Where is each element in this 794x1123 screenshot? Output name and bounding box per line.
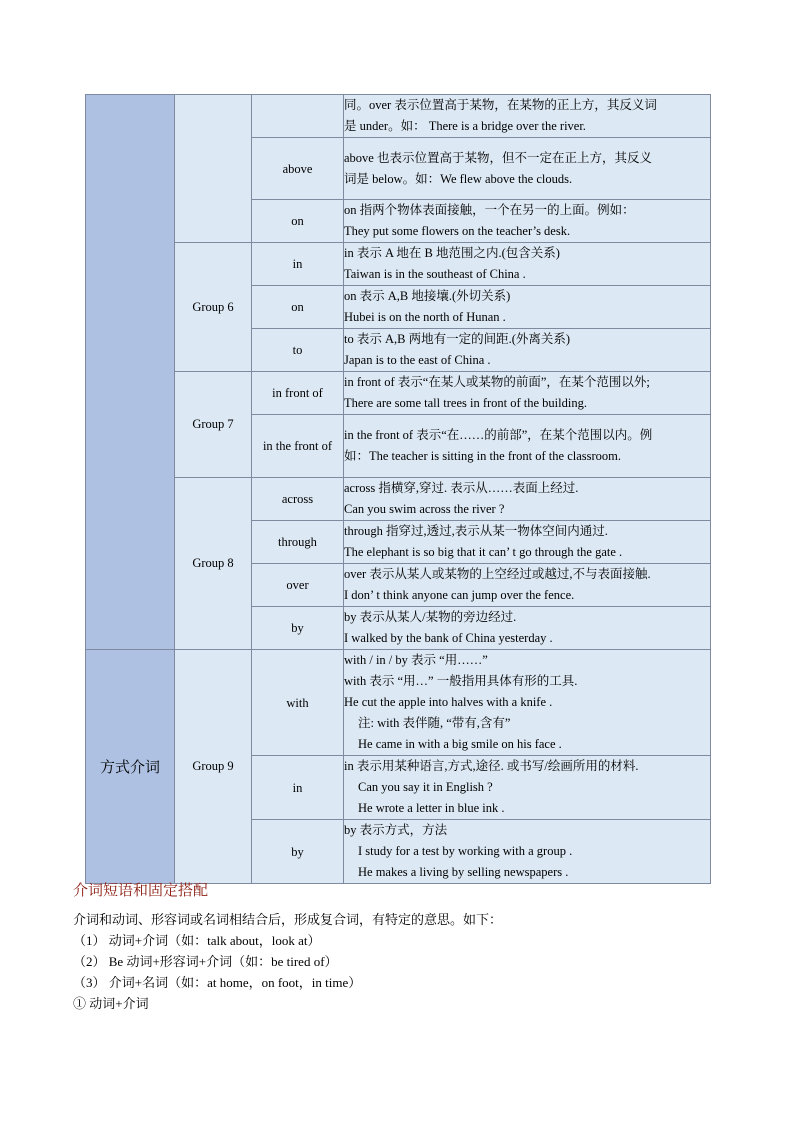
description-cell bbox=[344, 415, 711, 478]
description-line: I don’ t think anyone can jump over the fence. bbox=[344, 588, 575, 602]
description-line: in 表示 A 地在 B 地范围之内.(包含关系) bbox=[344, 246, 560, 260]
description-cell bbox=[344, 95, 711, 138]
preposition-cell: in bbox=[252, 756, 344, 820]
description-line: I study for a test by working with a group . bbox=[358, 844, 573, 858]
category-cell: 方式介词 bbox=[86, 650, 175, 884]
description-line: Hubei is on the north of Hunan . bbox=[344, 310, 506, 324]
description-line: 是 under。如： There is a bridge over the river. bbox=[344, 119, 586, 133]
list-item: （2） Be 动词+形容词+介词（如：be tired of） bbox=[73, 954, 338, 969]
preposition-table bbox=[85, 94, 711, 884]
description-line: on 指两个物体表面接触，一个在另一的上面。例如： bbox=[344, 203, 635, 217]
description-cell bbox=[344, 564, 711, 607]
description-line: 注: with 表伴随, “带有,含有” bbox=[358, 716, 511, 730]
description-line: Can you swim across the river ? bbox=[344, 502, 505, 516]
description-line: 同。over 表示位置高于某物，在某物的正上方，其反义词 bbox=[344, 98, 657, 112]
preposition-cell: above bbox=[252, 138, 344, 200]
description-cell bbox=[344, 286, 711, 329]
description-cell bbox=[344, 521, 711, 564]
preposition-cell: over bbox=[252, 564, 344, 607]
section-title: 介词短语和固定搭配 bbox=[73, 881, 209, 899]
description-line: I walked by the bank of China yesterday . bbox=[344, 631, 553, 645]
preposition-cell bbox=[252, 95, 344, 138]
preposition-cell: in bbox=[252, 243, 344, 286]
group-cell: Group 9 bbox=[175, 650, 252, 884]
preposition-cell: to bbox=[252, 329, 344, 372]
preposition-cell: by bbox=[252, 820, 344, 884]
group-cell: Group 8 bbox=[175, 478, 252, 650]
list-item: ① 动词+介词 bbox=[73, 996, 149, 1011]
table-row bbox=[86, 650, 711, 756]
description-line: on 表示 A,B 地接壤.(外切关系) bbox=[344, 289, 511, 303]
description-cell bbox=[344, 607, 711, 650]
description-line: The elephant is so big that it can’ t go through the gate . bbox=[344, 545, 623, 559]
description-line: by 表示方式，方法 bbox=[344, 823, 448, 837]
group-cell: Group 7 bbox=[175, 372, 252, 478]
description-line: by 表示从某人/某物的旁边经过. bbox=[344, 610, 517, 624]
table-row bbox=[86, 478, 711, 521]
description-line: He wrote a letter in blue ink . bbox=[358, 801, 505, 815]
description-line: to 表示 A,B 两地有一定的间距.(外离关系) bbox=[344, 332, 571, 346]
description-line: Taiwan is in the southeast of China . bbox=[344, 267, 526, 281]
description-line: Japan is to the east of China . bbox=[344, 353, 491, 367]
description-line: He came in with a big smile on his face . bbox=[358, 737, 562, 751]
description-line: He cut the apple into halves with a knife . bbox=[344, 695, 553, 709]
preposition-cell: with bbox=[252, 650, 344, 756]
description-line: They put some flowers on the teacher’s desk. bbox=[344, 224, 571, 238]
description-line: above 也表示位置高于某物，但不一定在正上方，其反义 bbox=[344, 150, 652, 165]
table-row bbox=[86, 243, 711, 286]
description-cell bbox=[344, 243, 711, 286]
description-line: in front of 表示“在某人或某物的前面”，在某个范围以外; bbox=[344, 375, 650, 389]
group-cell bbox=[175, 95, 252, 243]
category-cell bbox=[86, 95, 175, 650]
preposition-cell: across bbox=[252, 478, 344, 521]
preposition-cell: through bbox=[252, 521, 344, 564]
description-line: through 指穿过,透过,表示从某一物体空间内通过. bbox=[344, 524, 608, 538]
description-line: in 表示用某种语言,方式,途径. 或书写/绘画所用的材料. bbox=[344, 759, 639, 773]
list-item: （3） 介词+名词（如：at home，on foot，in time） bbox=[73, 975, 362, 990]
description-line: There are some tall trees in front of the building. bbox=[344, 396, 587, 410]
description-cell bbox=[344, 138, 711, 200]
description-line: with / in / by 表示 “用……” bbox=[344, 653, 488, 667]
description-line: over 表示从某人或某物的上空经过或越过,不与表面接触. bbox=[344, 567, 651, 581]
preposition-cell: on bbox=[252, 286, 344, 329]
table-row bbox=[86, 372, 711, 415]
description-cell bbox=[344, 478, 711, 521]
description-line: across 指横穿,穿过. 表示从……表面上经过. bbox=[344, 481, 579, 495]
description-cell bbox=[344, 756, 711, 820]
preposition-cell: on bbox=[252, 200, 344, 243]
description-cell bbox=[344, 200, 711, 243]
description-line: 如：The teacher is sitting in the front of the classroom. bbox=[344, 449, 622, 463]
description-cell bbox=[344, 372, 711, 415]
preposition-cell: in the front of bbox=[252, 415, 344, 478]
description-line: Can you say it in English ? bbox=[358, 780, 493, 794]
list-item: （1） 动词+介词（如：talk about，look at） bbox=[73, 933, 321, 948]
description-line: 词是 below。如：We flew above the clouds. bbox=[344, 171, 573, 186]
preposition-cell: by bbox=[252, 607, 344, 650]
preposition-cell: in front of bbox=[252, 372, 344, 415]
table-row bbox=[86, 95, 711, 138]
description-cell bbox=[344, 650, 711, 756]
description-line: He makes a living by selling newspapers . bbox=[358, 865, 569, 879]
description-line: with 表示 “用…” 一般指用具体有形的工具. bbox=[344, 674, 578, 688]
group-cell: Group 6 bbox=[175, 243, 252, 372]
description-cell bbox=[344, 820, 711, 884]
description-line: in the front of 表示“在……的前部”，在某个范围以内。例 bbox=[344, 428, 653, 442]
description-cell bbox=[344, 329, 711, 372]
intro-paragraph: 介词和动词、形容词或名词相结合后，形成复合词，有特定的意思。如下： bbox=[73, 912, 503, 927]
